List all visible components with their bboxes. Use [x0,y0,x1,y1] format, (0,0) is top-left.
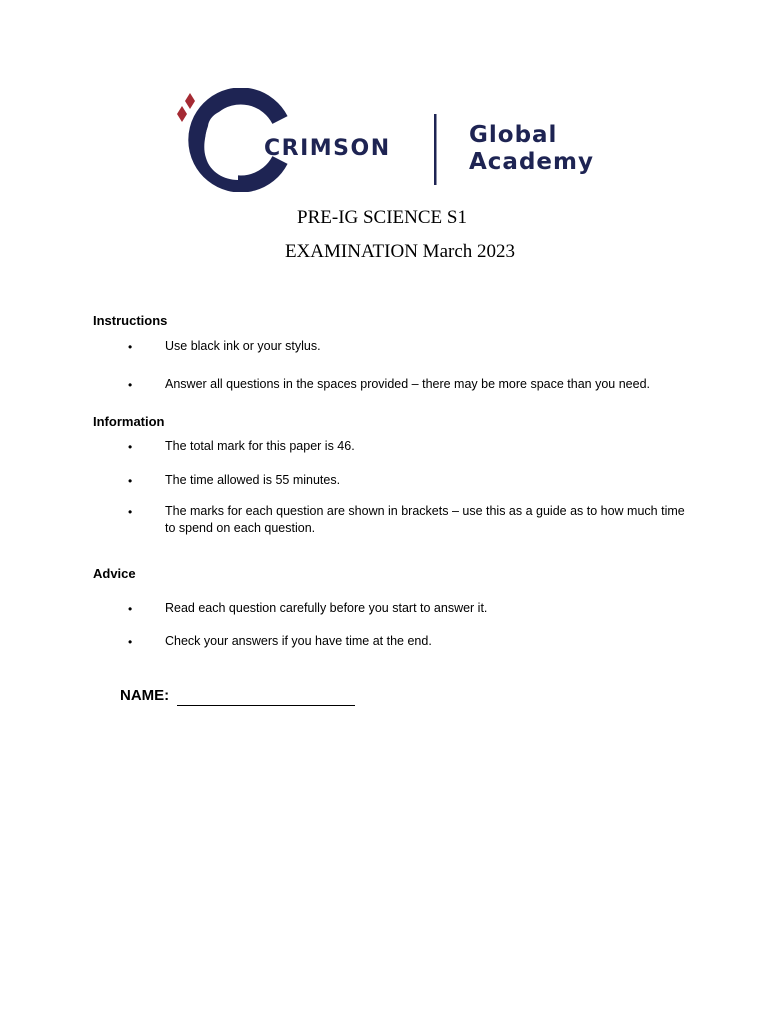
instructions-item: Use black ink or your stylus. [165,339,321,353]
bullet: • [128,474,133,488]
logo-global-text: Global [469,122,558,148]
bullet: • [128,378,133,392]
bullet: • [128,505,133,519]
information-item: The total mark for this paper is 46. [165,439,355,453]
advice-item: Read each question carefully before you start to answer it. [165,601,488,615]
name-label: NAME: [120,687,170,704]
bullet: • [128,635,133,649]
logo-academy-text: Academy [469,149,594,175]
bullet: • [128,602,133,616]
bullet: • [128,340,133,354]
logo-brand-text: CRIMSON [264,136,391,161]
instructions-heading: Instructions [93,313,168,328]
crimson-global-academy-logo [176,88,608,192]
advice-heading: Advice [93,566,136,581]
advice-item: Check your answers if you have time at the end. [165,634,432,648]
name-write-line[interactable] [177,705,355,706]
information-item: The marks for each question are shown in brackets – use this as a guide as to how much time to spend on each question. [165,504,685,535]
instructions-item: Answer all questions in the spaces provided – there may be more space than you need. [165,377,651,391]
exam-title: PRE-IG SCIENCE S1 [297,207,467,228]
exam-subtitle: EXAMINATION March 2023 [284,241,516,262]
bullet: • [128,440,133,454]
information-heading: Information [93,414,165,429]
information-item: The time allowed is 55 minutes. [165,473,341,487]
